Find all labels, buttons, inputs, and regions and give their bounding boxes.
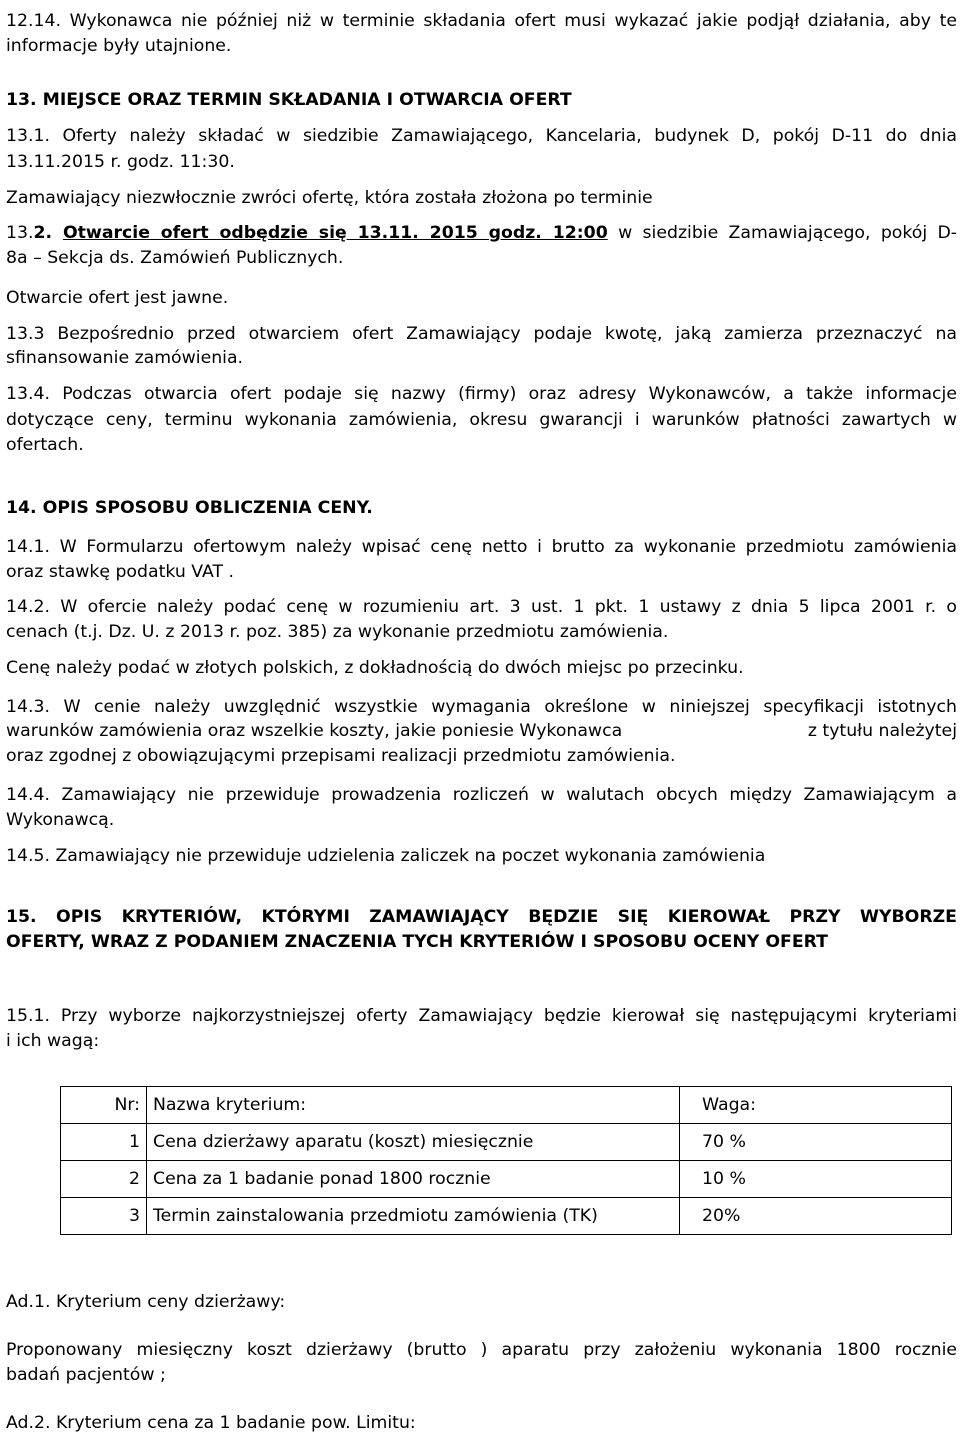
paragraph-13-4-line2: dotyczące ceny, terminu wykonania zamówienia, okresu gwarancji i warunków płatności zawartych w <box>6 410 957 430</box>
header-nr: Nr: <box>61 1087 147 1124</box>
paragraph-13-3-line2: sfinansowanie zamówienia. <box>6 348 244 368</box>
paragraph-14-1-line1: 14.1. W Formularzu ofertowym należy wpisać cenę netto i brutto za wykonanie przedmiotu zamówienia <box>6 537 957 557</box>
paragraph-15-1-line1: 15.1. Przy wyborze najkorzystniejszej oferty Zamawiający będzie kierował się następującymi kryteriami <box>6 1006 957 1026</box>
paragraph-14-1-line2: oraz stawkę podatku VAT . <box>6 562 235 582</box>
row-weight: 10 % <box>680 1161 952 1198</box>
paragraph-13-2-number: 13. <box>6 223 34 243</box>
row-nr: 1 <box>61 1124 147 1161</box>
paragraph-14-2-line1: 14.2. W ofercie należy podać cenę w rozumieniu art. 3 ust. 1 pkt. 1 ustawy z dnia 5 lipca 2001 r. o <box>6 597 957 617</box>
paragraph-14-2-line3: Cenę należy podać w złotych polskich, z dokładnością do dwóch miejsc po przecinku. <box>6 658 744 678</box>
paragraph-14-4-line2: Wykonawcą. <box>6 810 115 830</box>
row-nr: 2 <box>61 1161 147 1198</box>
ad2-title: Ad.2. Kryterium cena za 1 badanie pow. Limitu: <box>6 1413 416 1433</box>
paragraph-13-4-line3: ofertach. <box>6 435 84 455</box>
paragraph-13-2-line3: Otwarcie ofert jest jawne. <box>6 288 229 308</box>
paragraph-14-2-line2: cenach (t.j. Dz. U. z 2013 r. poz. 385) za wykonanie przedmiotu zamówienia. <box>6 622 669 642</box>
row-nr: 3 <box>61 1198 147 1235</box>
paragraph-13-3-line1: 13.3 Bezpośrednio przed otwarciem ofert Zamawiający podaje kwotę, jaką zamierza przeznaczyć na <box>6 324 957 344</box>
opening-date-emphasis: Otwarcie ofert odbędzie się 13.11. 2015 godz. 12:00 <box>62 223 608 243</box>
paragraph-13-2-number-bold: 2. <box>33 223 63 243</box>
ad1-title: Ad.1. Kryterium ceny dzierżawy: <box>6 1292 286 1312</box>
paragraph-13-2-line1 <box>6 222 957 244</box>
criteria-table <box>60 1086 952 1235</box>
section-14-heading: 14. OPIS SPOSOBU OBLICZENIA CENY. <box>6 498 373 518</box>
paragraph-13-1-line2: 13.11.2015 r. godz. 11:30. <box>6 152 235 172</box>
paragraph-14-5-line1: 14.5. Zamawiający nie przewiduje udzielenia zaliczek na poczet wykonania zamówienia <box>6 846 766 866</box>
paragraph-12-14-line2: informacje były utajnione. <box>6 36 232 56</box>
row-weight: 70 % <box>680 1124 952 1161</box>
row-weight: 20% <box>680 1198 952 1235</box>
criteria-table-header <box>61 1087 952 1124</box>
paragraph-13-4-line1: 13.4. Podczas otwarcia ofert podaje się nazwy (firmy) oraz adresy Wykonawców, a także informacje <box>6 384 957 404</box>
paragraph-14-3-line2-left: warunków zamówienia oraz wszelkie koszty, jakie poniesie Wykonawca <box>6 721 623 741</box>
section-15-heading-line2: OFERTY, WRAZ Z PODANIEM ZNACZENIA TYCH KRYTERIÓW I SPOSOBU OCENY OFERT <box>6 932 828 952</box>
table-row <box>61 1124 952 1161</box>
row-name: Termin zainstalowania przedmiotu zamówienia (TK) <box>147 1198 680 1235</box>
row-name: Cena za 1 badanie ponad 1800 rocznie <box>147 1161 680 1198</box>
paragraph-14-3-line2 <box>6 720 957 742</box>
ad1-line2: badań pacjentów ; <box>6 1365 166 1385</box>
header-name: Nazwa kryterium: <box>147 1087 680 1124</box>
header-weight: Waga: <box>680 1087 952 1124</box>
paragraph-14-3-line1: 14.3. W cenie należy uwzględnić wszystkie wymagania określone w niniejszej specyfikacji istotnych <box>6 697 957 717</box>
paragraph-15-1-line2: i ich wagą: <box>6 1031 100 1051</box>
paragraph-14-4-line1: 14.4. Zamawiający nie przewiduje prowadzenia rozliczeń w walutach obcych między Zamawiającym a <box>6 785 957 805</box>
paragraph-13-2-location: w siedzibie Zamawiającego, pokój D- <box>607 223 958 243</box>
paragraph-13-1-line3: Zamawiający niezwłocznie zwróci ofertę, która została złożona po terminie <box>6 188 653 208</box>
paragraph-12-14-line1: 12.14. Wykonawca nie później niż w terminie składania ofert musi wykazać jakie podjął działania, aby te <box>6 11 957 31</box>
table-row <box>61 1161 952 1198</box>
paragraph-13-1-line1: 13.1. Oferty należy składać w siedzibie Zamawiającego, Kancelaria, budynek D, pokój D-11 do dnia <box>6 126 957 146</box>
section-15-heading-line1: 15. OPIS KRYTERIÓW, KTÓRYMI ZAMAWIAJĄCY BĘDZIE SIĘ KIEROWAŁ PRZY WYBORZE <box>6 907 957 927</box>
paragraph-13-2-line2: 8a – Sekcja ds. Zamówień Publicznych. <box>6 248 344 268</box>
section-13-heading: 13. MIEJSCE ORAZ TERMIN SKŁADANIA I OTWARCIA OFERT <box>6 90 572 110</box>
ad1-line1: Proponowany miesięczny koszt dzierżawy (brutto ) aparatu przy założeniu wykonania 1800 rocznie <box>6 1340 957 1360</box>
paragraph-14-3-line3: oraz zgodnej z obowiązującymi przepisami realizacji przedmiotu zamówienia. <box>6 746 676 766</box>
paragraph-14-3-line2-right: z tytułu należytej <box>807 721 957 741</box>
row-name: Cena dzierżawy aparatu (koszt) miesięcznie <box>147 1124 680 1161</box>
table-row <box>61 1198 952 1235</box>
